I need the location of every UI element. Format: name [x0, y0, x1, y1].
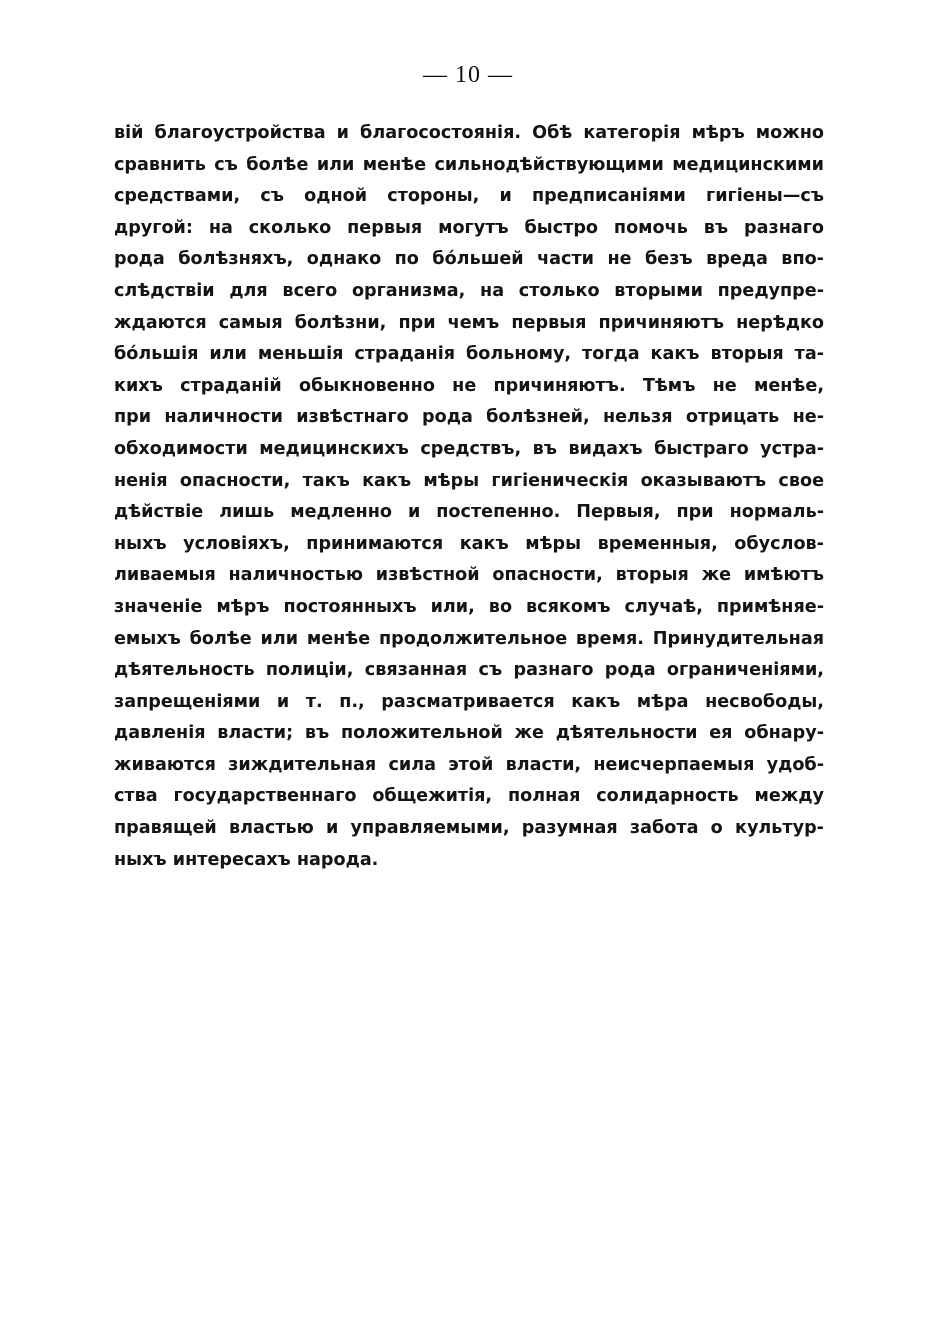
text-line: емыхъ болѣе или менѣе продолжительное время. Принудительная — [114, 628, 824, 649]
text-line: кихъ страданій обыкновенно не причиняютъ. Тѣмъ не менѣе, — [114, 375, 824, 396]
text-line: сравнить съ болѣе или менѣе сильнодѣйствующими медицинскими — [114, 154, 824, 175]
text-line: ливаемыя наличностью извѣстной опасности, вторыя же имѣютъ — [114, 565, 824, 586]
text-line: средствами, съ одной стороны, и предписаніями гигіены—съ — [114, 186, 824, 207]
text-line: вій благоустройства и благосостоянія. Обѣ категорія мѣръ можно — [114, 123, 824, 143]
text-line: ства государственнаго общежитія, полная солидарность между — [114, 786, 824, 807]
text-line: дѣятельность полиціи, связанная съ разнаго рода ограниченіями, — [114, 660, 824, 681]
page-number: — 10 — — [423, 62, 513, 88]
text-line: значеніе мѣръ постоянныхъ или, во всякомъ случаѣ, примѣняе- — [114, 596, 824, 617]
text-line: давленія власти; въ положительной же дѣятельности ея обнару- — [114, 723, 824, 744]
text-line: правящей властью и управляемыми, разумная забота о культур- — [114, 818, 824, 839]
text-line: ненія опасности, такъ какъ мѣры гигіеническія оказываютъ свое — [114, 470, 824, 491]
text-line: ныхъ условіяхъ, принимаются какъ мѣры временныя, обуслов- — [114, 533, 824, 554]
text-line: при наличности извѣстнаго рода болѣзней, нельзя отрицать не- — [114, 407, 824, 428]
text-line: обходимости медицинскихъ средствъ, въ видахъ быстраго устра- — [114, 438, 824, 459]
text-line: дѣйствіе лишь медленно и постепенно. Первыя, при нормаль- — [114, 502, 824, 523]
text-line: живаются зиждительная сила этой власти, неисчерпаемыя удоб- — [114, 754, 824, 775]
text-line: бо́льшія или меньшія страданія больному, тогда какъ вторыя та- — [114, 344, 824, 365]
text-line: слѣдствіи для всего организма, на столько вторыми предупре- — [114, 280, 824, 301]
text-line: ждаются самыя болѣзни, при чемъ первыя причиняютъ нерѣдко — [114, 312, 824, 333]
text-line: другой: на сколько первыя могутъ быстро помочь въ разнаго — [114, 217, 824, 238]
text-line: рода болѣзняхъ, однако по бо́льшей части не безъ вреда впо- — [114, 249, 824, 270]
body-text — [114, 118, 824, 876]
text-line: запрещеніями и т. п., разсматривается какъ мѣра несвободы, — [114, 691, 824, 712]
text-line: ныхъ интересахъ народа. — [114, 849, 379, 870]
